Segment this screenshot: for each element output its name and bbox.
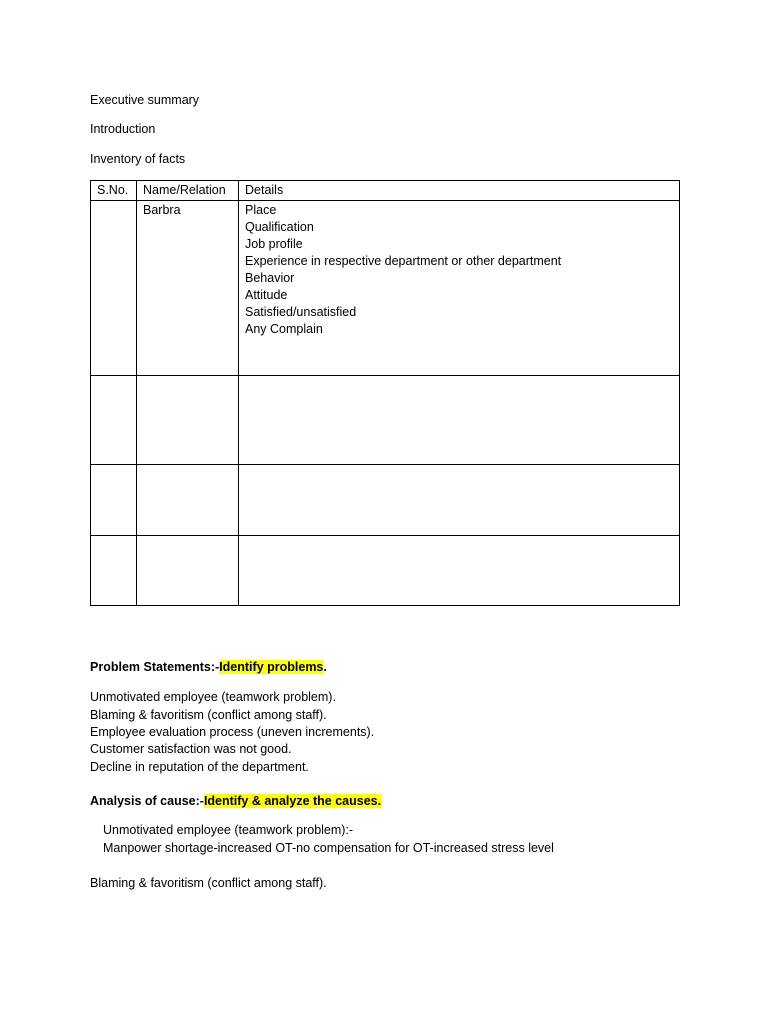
problem-label: Problem Statements:- — [90, 660, 220, 674]
inventory-table — [90, 180, 680, 606]
detail-line: Behavior — [245, 271, 295, 285]
column-header-name: Name/Relation — [137, 181, 239, 201]
detail-line: Job profile — [245, 237, 303, 251]
cell-name — [137, 536, 239, 606]
detail-line: Qualification — [245, 220, 314, 234]
detail-line: Place — [245, 203, 277, 217]
column-header-sno: S.No. — [91, 181, 137, 201]
cell-details — [239, 536, 680, 606]
problem-item: Decline in reputation of the department. — [90, 760, 309, 774]
problem-item: Employee evaluation process (uneven increments). — [90, 725, 375, 739]
analysis-label: Analysis of cause:- — [90, 794, 204, 808]
detail-line: Satisfied/unsatisfied — [245, 305, 357, 319]
problem-item: Blaming & favoritism (conflict among staff). — [90, 708, 327, 722]
cell-sno — [91, 536, 137, 606]
analysis-item: Unmotivated employee (teamwork problem):- — [103, 823, 354, 837]
table-row — [91, 201, 680, 376]
cell-sno — [91, 465, 137, 536]
detail-line: Experience in respective department or other department — [245, 254, 562, 268]
introduction-heading: Introduction — [90, 122, 156, 136]
analysis-highlight: Identify & analyze the causes. — [203, 794, 382, 808]
cell-details — [239, 465, 680, 536]
table-row — [91, 376, 680, 465]
detail-line: Attitude — [245, 288, 288, 302]
analysis-heading — [90, 793, 381, 810]
column-header-details: Details — [239, 181, 680, 201]
cell-sno — [91, 201, 137, 376]
problem-statements-heading — [90, 659, 327, 676]
cell-name: Barbra — [137, 201, 239, 376]
cell-name — [137, 465, 239, 536]
cell-name — [137, 376, 239, 465]
table-header-row — [91, 181, 680, 201]
analysis-followup: Blaming & favoritism (conflict among staff). — [90, 876, 327, 890]
inventory-heading: Inventory of facts — [90, 152, 186, 166]
executive-summary-heading: Executive summary — [90, 93, 200, 107]
problem-item: Customer satisfaction was not good. — [90, 742, 292, 756]
problem-highlight: Identify problems — [219, 660, 324, 674]
table-row — [91, 465, 680, 536]
cell-sno — [91, 376, 137, 465]
problem-suffix: . — [323, 660, 327, 674]
table-row — [91, 536, 680, 606]
cell-details — [239, 376, 680, 465]
analysis-item: Manpower shortage-increased OT-no compensation for OT-increased stress level — [103, 841, 554, 855]
detail-line: Any Complain — [245, 322, 323, 336]
cell-details — [239, 201, 680, 376]
problem-item: Unmotivated employee (teamwork problem). — [90, 690, 336, 704]
